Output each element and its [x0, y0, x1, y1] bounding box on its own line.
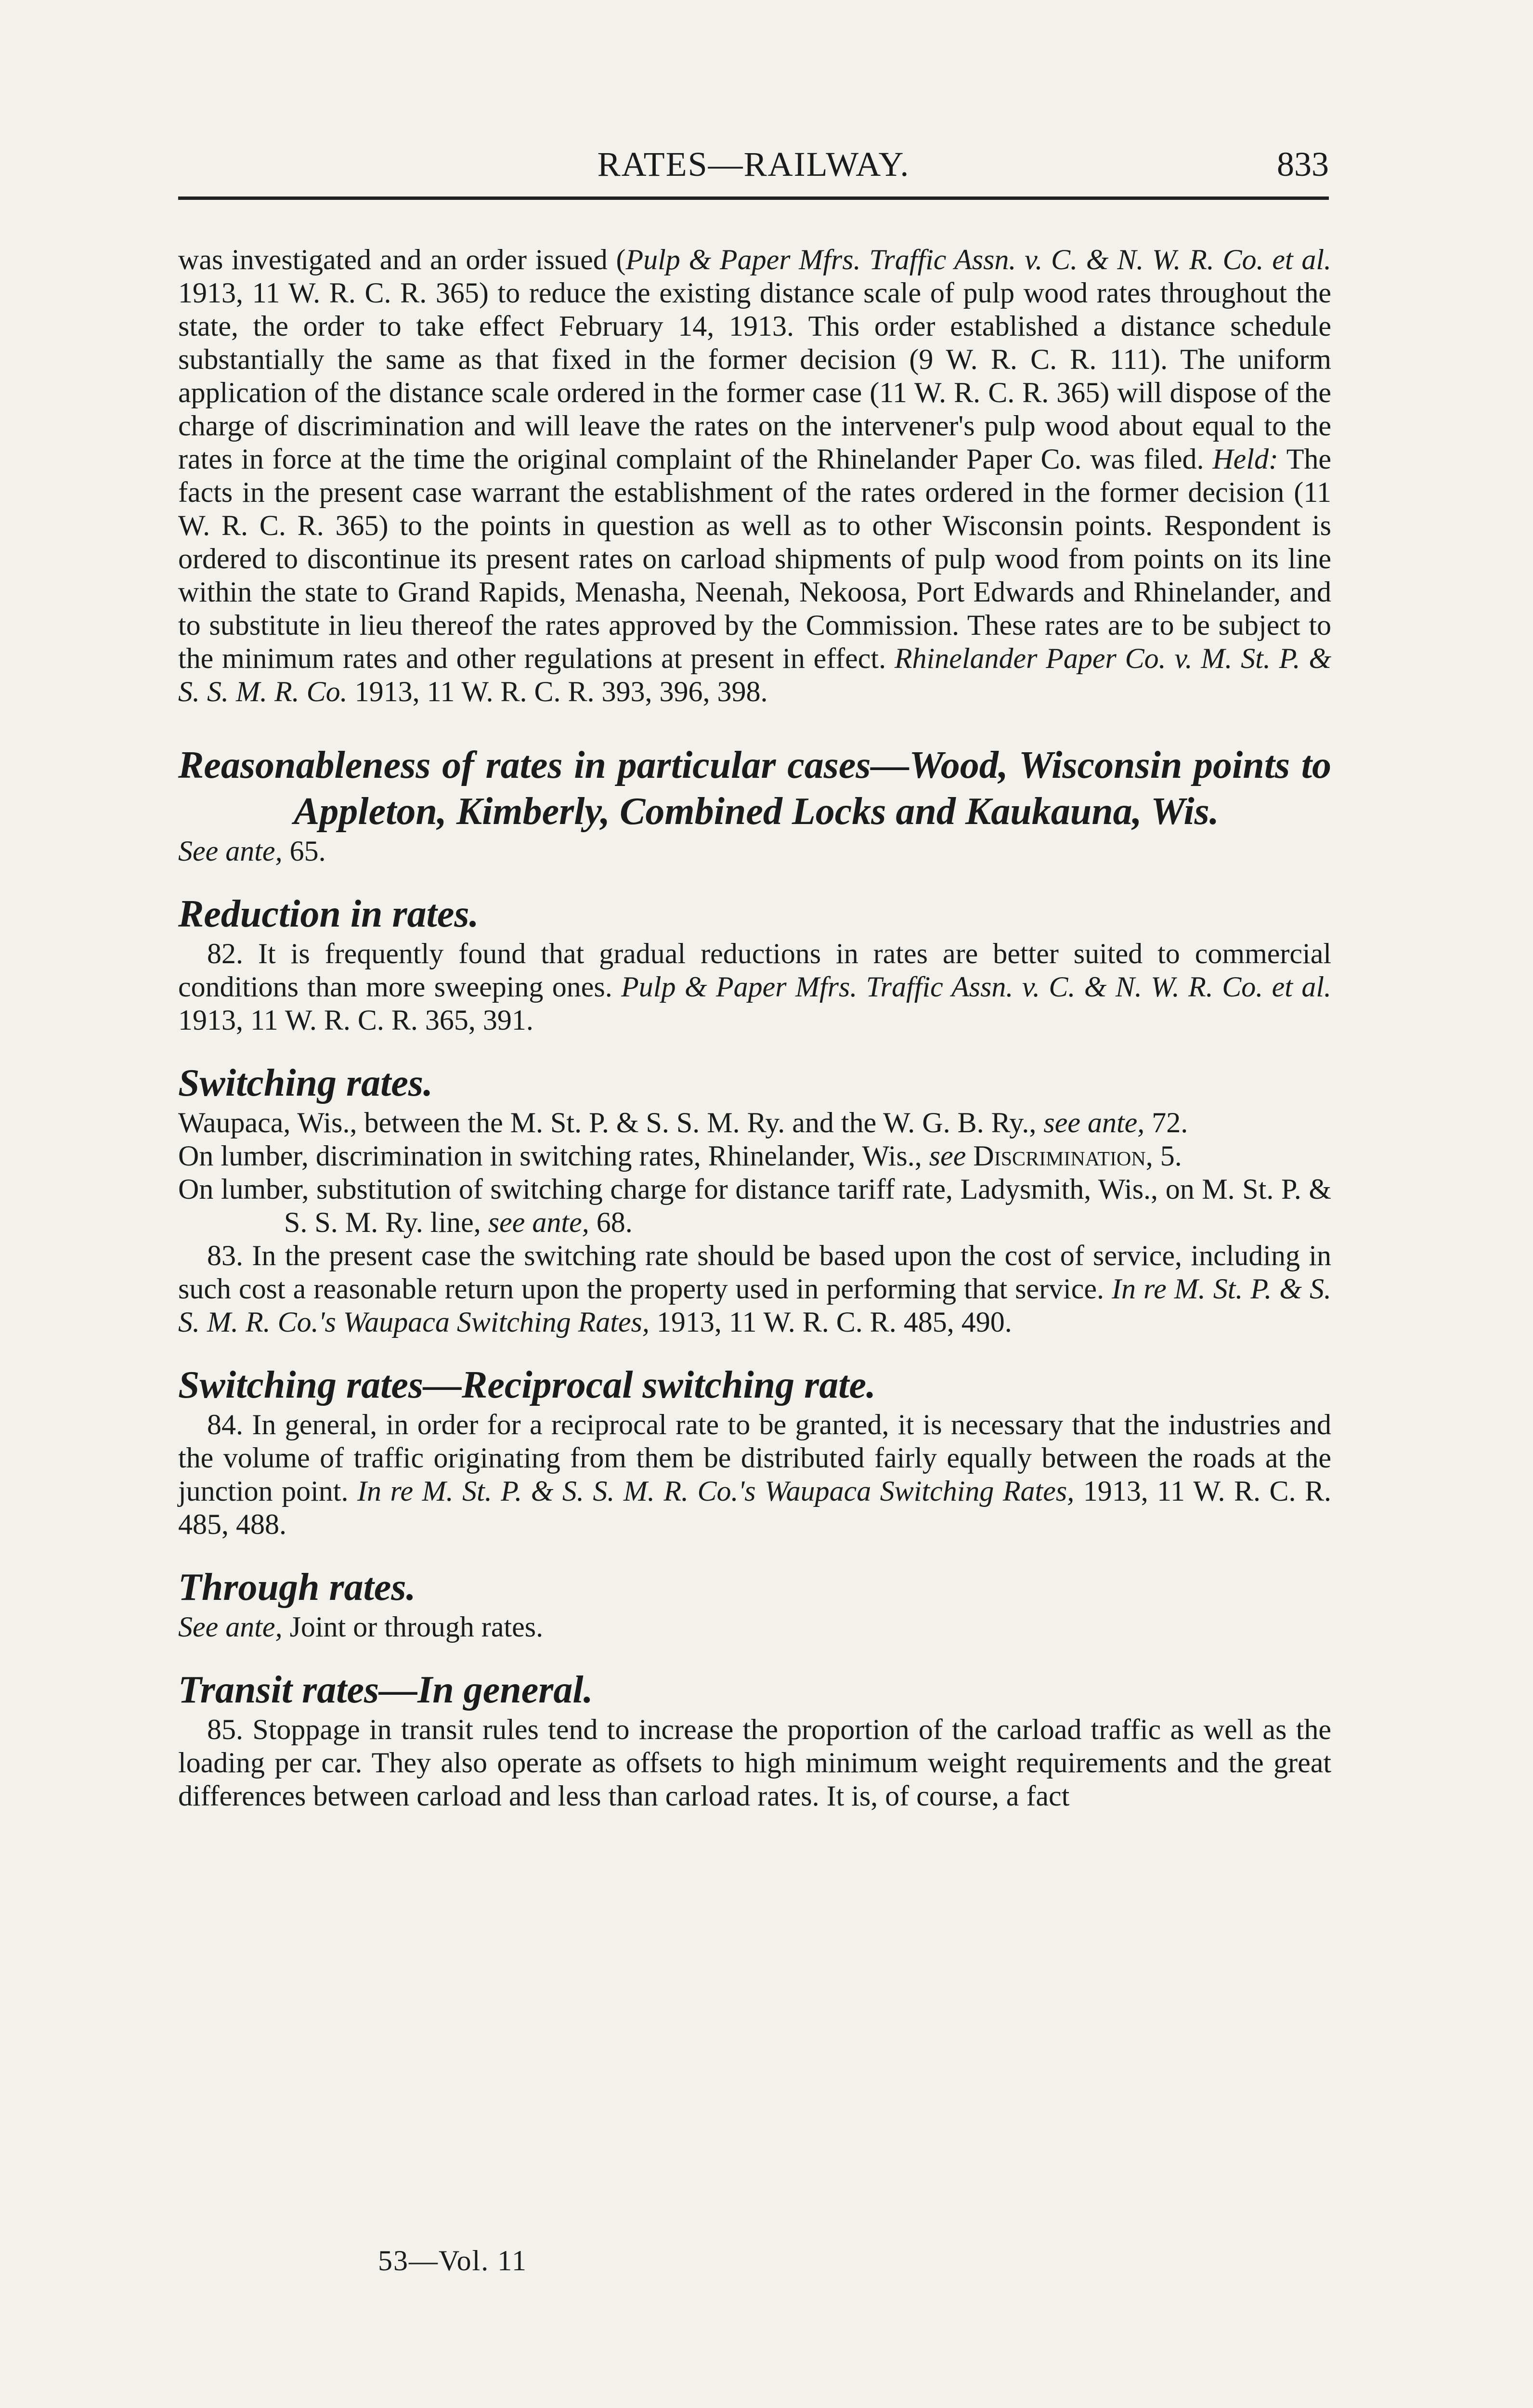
text-run: Joint or through rates. [282, 1611, 544, 1643]
text-run: 72. [1144, 1107, 1188, 1139]
header-rule [178, 196, 1329, 200]
paragraph-continuation [178, 243, 1331, 708]
see-label: see [929, 1140, 966, 1172]
cross-reference [178, 1173, 1331, 1239]
spacer [178, 708, 1331, 742]
cross-reference [178, 1139, 1331, 1173]
see-ante: See ante, [178, 835, 283, 867]
spacer [178, 1541, 1331, 1564]
spacer [178, 1339, 1331, 1362]
text-run: was investigated and an order issued ( [178, 244, 626, 275]
text-run: 83. In the present case the switching rate should be based upon the cost of service, including in such cost a reasonable return upon the property used in performing that service. [178, 1240, 1331, 1305]
cross-reference [178, 835, 1331, 868]
signature-mark: 53—Vol. 11 [378, 2245, 528, 2277]
text-run: 1913, 11 W. R. C. R. 365) to reduce the existing distance scale of pulp wood rates throughout the state, the order to take effect February 14, 1913. This order established a distance schedule substantially the same as that fixed in the former decision (9 W. R. C. R. 111). The uniform application of the distance scale ordered in the former case (11 W. R. C. R. 365) will dispose of the charge of discrimination and will leave the rates on the intervener's pulp wood about equal to the rates in force at the time the original complaint of the Rhinelander Paper Co. was filed. [178, 277, 1331, 475]
text-run: 65. [282, 835, 326, 867]
see-ante: see ante, [488, 1206, 589, 1238]
text-run: 1913, 11 W. R. C. R. 365, 391. [178, 1004, 533, 1036]
text-run: The facts in the present case warrant the establishment of the rates ordered in the former decision (11 W. R. C. R. 365) to the points in question as well as to other Wisconsin points. Respondent is ordered to discontinue its present rates on carload shipments of pulp wood from points on its line within the state to Grand Rapids, Menasha, Neenah, Nekoosa, Port Edwards and Rhinelander, and to substitute in lieu thereof the rates approved by the Commission. These rates are to be subject to the minimum rates and other regulations at present in effect. [178, 443, 1332, 674]
numbered-paragraph-84 [178, 1408, 1331, 1541]
cross-reference [178, 1610, 1331, 1644]
text-run: 68. [589, 1206, 633, 1238]
numbered-paragraph-82 [178, 937, 1331, 1037]
section-heading-reduction: Reduction in rates. [178, 893, 479, 935]
held-label: Held: [1212, 443, 1278, 475]
case-citation: In re M. St. P. & S. S. M. R. Co.'s Waupaca Switching Rates, [357, 1475, 1075, 1507]
spacer [178, 1037, 1331, 1060]
numbered-paragraph-83 [178, 1239, 1331, 1339]
case-citation: Rhinelander Paper Co. v. M. St. P. & S. S. M. R. Co. [178, 642, 1331, 707]
text-run: Waupaca, Wis., between the M. St. P. & S. S. M. Ry. and the W. G. B. Ry., [178, 1107, 1044, 1139]
text-run: On lumber, discrimination in switching rates, Rhinelander, Wis., [178, 1140, 929, 1172]
text-run: 1913, 11 W. R. C. R. 485, 488. [178, 1475, 1332, 1540]
see-ante: See ante, [178, 1611, 283, 1643]
cross-reference [178, 1106, 1331, 1139]
page-body [178, 243, 1331, 1813]
text-run: On lumber, substitution of switching charge for distance tariff rate, Ladysmith, Wis., on M. St. P. & S. S. M. Ry. line, [178, 1173, 1331, 1238]
case-citation: Pulp & Paper Mfrs. Traffic Assn. v. C. & N. W. R. Co. et al. [621, 971, 1331, 1003]
topic-reference: Discrimination [966, 1140, 1146, 1172]
section-heading-through: Through rates. [178, 1566, 416, 1609]
numbered-paragraph-85: 85. Stoppage in transit rules tend to increase the proportion of the carload traffic as well as the loading per car. They also operate as offsets to high minimum weight requirements and the great differences between carload and less than carload rates. It is, of course, a fact [178, 1714, 1331, 1812]
running-head: RATES—RAILWAY. [597, 145, 910, 183]
text-run: , 5. [1145, 1140, 1182, 1172]
section-heading-reciprocal: Switching rates—Reciprocal switching rate. [178, 1364, 876, 1406]
section-heading-transit: Transit rates—In general. [178, 1669, 593, 1711]
text-run: 82. It is frequently found that gradual reductions in rates are better suited to commercial conditions than more sweeping ones. [178, 938, 1331, 1003]
text-run: 1913, 11 W. R. C. R. 485, 490. [649, 1306, 1012, 1338]
section-heading-reasonableness: Reasonableness of rates in particular cases—Wood, Wisconsin points to Appleton, Kimberly, Combined Locks and Kaukauna, Wis. [178, 744, 1331, 833]
case-citation: In re M. St. P. & S. S. M. R. Co.'s Waupaca Switching Rates, [178, 1273, 1331, 1338]
page-header [178, 144, 1329, 197]
page-number: 833 [1277, 145, 1329, 183]
case-citation: Pulp & Paper Mfrs. Traffic Assn. v. C. & N. W. R. Co. et al. [625, 244, 1331, 275]
section-heading-switching: Switching rates. [178, 1062, 433, 1104]
spacer [178, 868, 1331, 891]
spacer [178, 1644, 1331, 1667]
text-run: 1913, 11 W. R. C. R. 393, 396, 398. [347, 676, 768, 707]
see-ante: see ante, [1043, 1107, 1145, 1139]
text-run: 84. In general, in order for a reciprocal rate to be granted, it is necessary that the industries and the volume of traffic originating from them be distributed fairly equally between the roads at the junction point. [178, 1409, 1331, 1507]
